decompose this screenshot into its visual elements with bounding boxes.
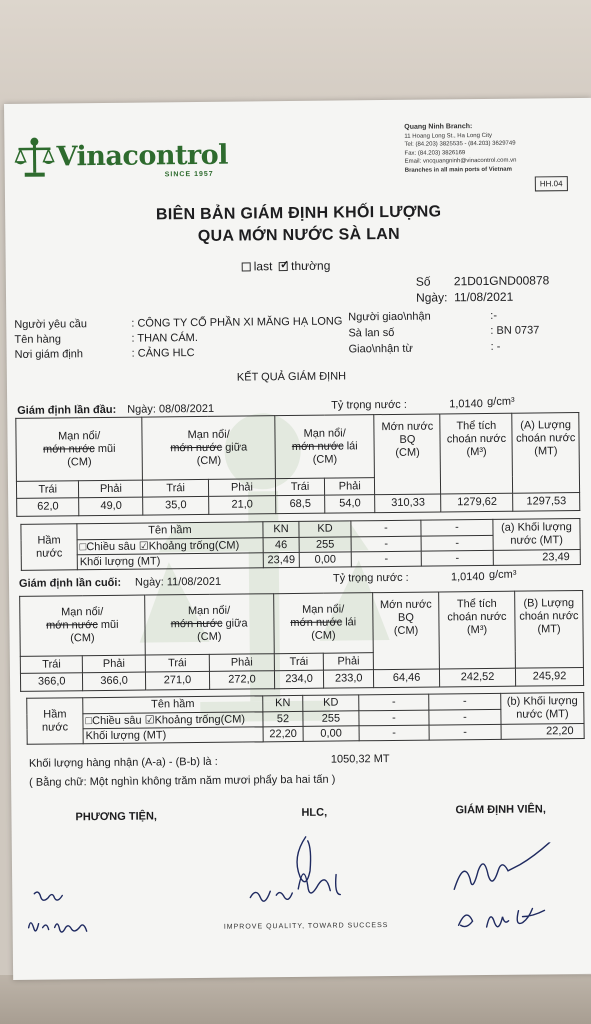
first-kd-mass: 0,00 (299, 552, 351, 568)
branch-title: Quang Ninh Branch: (404, 123, 473, 131)
inspection-certificate-document (4, 98, 591, 980)
first-tank-table (20, 518, 580, 571)
first-draft-table (15, 412, 580, 517)
first-tank-empty-3: - (351, 536, 421, 552)
form-code-box: HH.04 (535, 176, 568, 191)
last-water-mass-header: (b) Khối lượng nước (MT) (501, 692, 584, 724)
branch-address: 11 Hoang Long St., Ha Long City (404, 132, 493, 140)
first-kd: 255 (299, 537, 351, 553)
type-options (242, 259, 331, 274)
first-mid-left: 35,0 (143, 496, 209, 515)
first-density-label: Tỷ trọng nước : (331, 398, 407, 412)
last-depth-ullage-options: □Chiều sâu ☑Khoảng trống(CM) (83, 712, 263, 729)
kn-header: KN (263, 521, 299, 537)
requester-value: : CÔNG TY CỔ PHẦN XI MĂNG HẠ LONG (131, 315, 343, 330)
brand-logo: Vinacontrol (56, 139, 229, 173)
last-fore-right: 366,0 (83, 672, 146, 691)
vessel-signature-title: PHƯƠNG TIỆN, (75, 810, 158, 824)
branch-address-block (404, 123, 516, 175)
last-density-unit: g/cm³ (488, 568, 517, 581)
ngay-value: 11/08/2021 (453, 289, 514, 305)
branch-tel: Tel: (84.203) 3825535 - (84.203) 3629749 (404, 140, 516, 148)
aft-draft-header: Mạn nổi/ mớn nước lái (CM) (275, 415, 375, 479)
surveyor-signature-title: GIÁM ĐỊNH VIÊN, (455, 803, 546, 817)
first-mid-right: 21,0 (209, 496, 276, 515)
brand-since: SINCE 1957 (164, 170, 214, 179)
last-tank-empty-2: - (429, 693, 501, 710)
so-label: Số (415, 274, 431, 289)
last-kd-header: KD (303, 695, 359, 712)
first-water-mass-header: (a) Khối lượng nước (MT) (493, 518, 580, 550)
branch-fax: Fax: (84.203) 3826169 (404, 149, 466, 157)
last-survey-date: Ngày: 11/08/2021 (134, 575, 222, 589)
first-tank-empty-2: - (421, 519, 493, 536)
last-aft-right-header: Phải (324, 653, 374, 671)
received-mass-value: 1050,32 MT (330, 752, 390, 766)
kd-header: KD (299, 521, 351, 538)
mid-draft-header: Mạn nổi/ mớn nước giữa (CM) (142, 416, 275, 480)
last-kn-mass: 22,20 (263, 726, 303, 741)
hlc-signature-title: HLC, (301, 806, 328, 819)
last-kn: 52 (263, 711, 303, 726)
hlc-handwritten-signature (240, 826, 381, 917)
fore-left-header: Trái (16, 481, 79, 499)
last-mean-draft: 64,46 (373, 669, 439, 688)
last-tank-empty-3: - (359, 710, 429, 726)
last-water-total: 22,20 (501, 723, 584, 739)
first-tank-empty-6: - (421, 550, 493, 566)
branch-email: Email: vncquangninh@vinacontrol.com.vn (404, 157, 517, 165)
displacement-b-header: (B) Lượng choán nước (MT) (515, 590, 584, 668)
last-mid-left-header: Trái (145, 654, 210, 672)
last-fore-left: 366,0 (20, 673, 83, 692)
first-kn: 46 (263, 537, 299, 552)
fore-right-header: Phải (79, 480, 143, 498)
first-water-total: 23,49 (493, 549, 580, 565)
result-heading: KẾT QUẢ GIÁM ĐỊNH (236, 370, 347, 384)
background-table-surface (0, 975, 591, 1024)
last-volume: 242,52 (439, 668, 515, 687)
last-mid-right-header: Phải (209, 654, 274, 672)
last-aft-right: 233,0 (324, 670, 374, 689)
first-volume: 1279,62 (441, 493, 513, 512)
thuong-checkbox[interactable] (279, 262, 288, 271)
last-displacement: 245,92 (515, 667, 583, 686)
deliverer-value: :- (490, 309, 498, 322)
last-draft-table (19, 590, 584, 692)
mass-label: Khối lượng (MT) (77, 553, 263, 570)
document-title: BIÊN BẢN GIÁM ĐỊNH KHỐI LƯỢNG (155, 203, 442, 224)
fore-draft-header: Mạn nổi/ mớn nước mũi (CM) (16, 417, 143, 481)
aft-right-header: Phải (325, 478, 375, 496)
first-tank-empty-5: - (351, 551, 421, 567)
first-survey-date: Ngày: 08/08/2021 (127, 402, 215, 416)
last-survey-label: Giám định lần cuối: (18, 576, 122, 590)
last-kn-header: KN (263, 695, 303, 711)
last-tank-empty-5: - (359, 725, 429, 741)
first-kn-mass: 23,49 (263, 552, 299, 567)
document-subtitle: QUA MỚN NƯỚC SÀ LAN (197, 225, 401, 245)
last-fore-left-header: Trái (20, 656, 83, 674)
last-tank-empty-6: - (429, 724, 501, 740)
requester-label: Người yêu cầu (14, 318, 88, 331)
last-fore-draft-header: Mạn nổi/ mớn nước mũi (CM) (20, 595, 145, 656)
background-top (0, 0, 591, 110)
last-mid-draft-header: Mạn nổi/ mớn nước giữa (CM) (144, 594, 274, 655)
delivered-from-label: Giao\nhận từ (348, 342, 413, 356)
last-checkbox[interactable] (242, 262, 251, 271)
aft-left-header: Trái (275, 478, 324, 496)
first-mean-draft: 310,33 (375, 494, 441, 513)
tank-name-header: Tên hầm (77, 522, 263, 540)
inspection-place-label: Nơi giám định (14, 348, 84, 361)
mid-left-header: Trái (143, 479, 209, 497)
first-fore-left: 62,0 (17, 498, 80, 517)
branch-network: Branches in all main ports of Vietnam (404, 166, 512, 174)
last-density-value: 1,0140 (450, 570, 485, 584)
displacement-a-header: (A) Lượng choán nước (MT) (512, 412, 579, 493)
last-aft-left: 234,0 (274, 670, 324, 689)
last-option-label: last (253, 259, 273, 274)
last-aft-left-header: Trái (274, 653, 324, 671)
deliverer-label: Người giao\nhận (348, 310, 431, 324)
so-value: 21D01GND00878 (453, 273, 550, 289)
first-survey-label: Giám định lần đầu: (17, 403, 117, 417)
company-slogan: IMPROVE QUALITY, TOWARD SUCCESS (223, 922, 389, 931)
goods-label: Tên hàng (14, 333, 62, 346)
last-aft-draft-header: Mạn nổi/ mớn nước lái (CM) (273, 593, 373, 654)
first-density-unit: g/cm³ (487, 395, 515, 408)
first-aft-right: 54,0 (325, 495, 375, 514)
first-displacement: 1297,53 (513, 492, 580, 511)
ngay-label: Ngày: (415, 290, 448, 305)
last-volume-header: Thể tích choán nước (M³) (439, 591, 516, 669)
thuong-option-label: thường (290, 258, 331, 274)
barge-value: : BN 0737 (490, 324, 540, 337)
last-kd: 255 (303, 711, 359, 727)
vessel-handwritten-signature (20, 883, 131, 954)
received-mass-words: ( Bằng chữ: Một nghìn không trăm năm mươi phẩy ba hai tấn ) (29, 773, 336, 789)
received-mass-label: Khối lượng hàng nhận (A-a) - (B-b) là : (28, 755, 218, 770)
first-aft-left: 68,5 (276, 495, 325, 514)
first-density-value: 1,0140 (449, 398, 483, 411)
last-mid-left: 271,0 (145, 671, 210, 690)
last-mean-draft-header: Mớn nước BQ (CM) (373, 592, 440, 670)
last-fore-right-header: Phải (83, 655, 146, 673)
barge-label: Sà lan số (348, 326, 395, 340)
last-ballast-tank-label: Hầm nước (27, 698, 83, 745)
last-tank-empty-1: - (359, 694, 429, 711)
delivered-from-value: : - (490, 340, 501, 353)
first-tank-empty-1: - (351, 520, 421, 537)
last-kd-mass: 0,00 (303, 726, 359, 742)
volume-header: Thể tích choán nước (M³) (440, 413, 513, 494)
mid-right-header: Phải (208, 479, 275, 497)
last-tank-name-header: Tên hầm (83, 696, 263, 714)
last-tank-empty-4: - (429, 709, 501, 725)
mean-draft-header: Mớn nước BQ (CM) (374, 414, 441, 495)
ballast-tank-label: Hầm nước (21, 524, 77, 571)
scales-of-justice-icon (14, 135, 54, 179)
last-mass-label: Khối lượng (MT) (83, 727, 263, 744)
first-fore-right: 49,0 (79, 497, 143, 516)
inspection-place-value: : CẢNG HLC (131, 347, 195, 360)
last-tank-table (26, 692, 584, 745)
depth-ullage-options: □Chiều sâu ☑Khoảng trống(CM) (77, 538, 263, 555)
first-tank-empty-4: - (421, 535, 493, 551)
goods-value: : THAN CÁM. (131, 331, 198, 345)
last-density-label: Tỷ trọng nước : (332, 571, 409, 585)
last-mid-right: 272,0 (210, 671, 275, 690)
